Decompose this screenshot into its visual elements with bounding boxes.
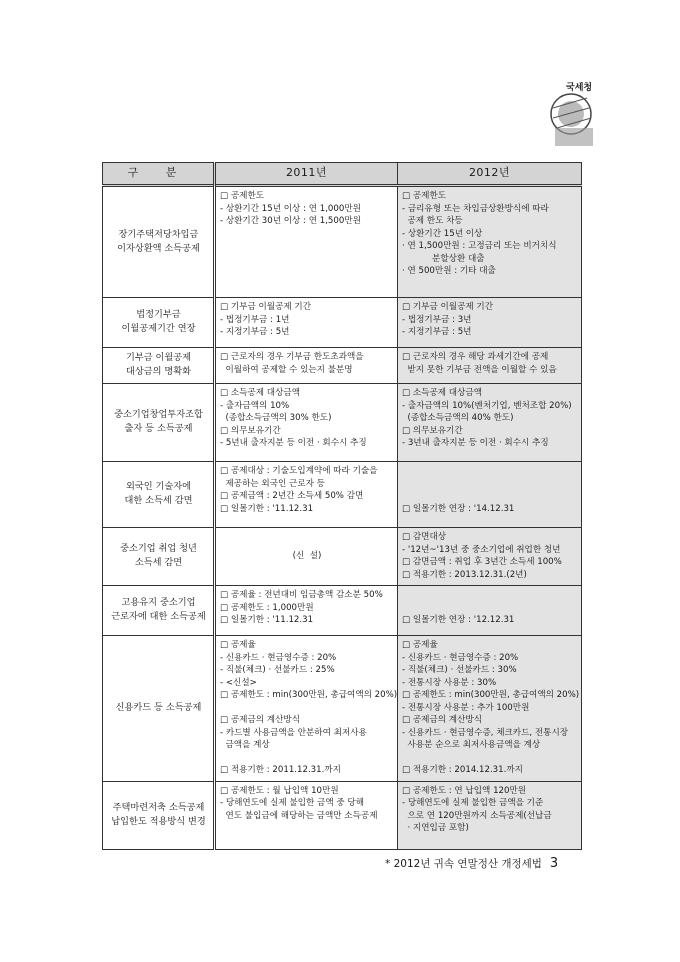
cell-2012-line: - 전통시장 사용분 : 추가 100만원 (402, 702, 530, 713)
cell-2012 (398, 636, 582, 782)
category-cell (103, 781, 215, 849)
table-row (103, 298, 582, 348)
cell-2011-line: 연도 불입금에 해당하는 금액만 소득공제 (220, 810, 378, 821)
cell-2011-line: □ 일몰기한 : '11.12.31 (220, 503, 314, 514)
cell-2011-line: - 상환기간 15년 이상 : 연 1,000만원 (220, 203, 361, 214)
cell-2012-line: - 상환기간 15년 이상 (402, 228, 483, 239)
category-cell (103, 384, 215, 462)
category-cell-line: 외국인 기술자에 (125, 481, 192, 492)
cell-2011-line: □ 공제금액 : 2년간 소득세 50% 감면 (220, 491, 364, 501)
cell-2012-line: □ 소득공제 대상금액 (402, 388, 482, 398)
category-cell (103, 636, 215, 782)
category-cell-line: 납입한도 적용방식 변경 (111, 815, 206, 827)
cell-2012 (398, 384, 582, 462)
cell-2012 (398, 586, 582, 636)
cell-2011 (215, 298, 398, 348)
category-cell-line: 대한 소득세 감면 (124, 495, 193, 506)
cell-2012 (398, 298, 582, 348)
cell-2012-line: □ 일몰기한 연장 : '14.12.31 (402, 503, 515, 514)
cell-2012-line: □ 일몰기한 연장 : '12.12.31 (402, 615, 515, 625)
cell-2012-line: 공제 한도 차등 (402, 216, 463, 226)
cell-2012-line: 사용분 순으로 최저사용금액을 계상 (402, 740, 541, 750)
page-footer (385, 856, 558, 871)
category-cell (103, 586, 215, 636)
cell-2012-line: - '12년~'13년 중 중소기업에 취업한 청년 (402, 544, 561, 555)
cell-2011-line: - <신설> (220, 677, 257, 688)
cell-2011-line: □ 공제율 : 전년대비 임금총액 감소분 50% (220, 590, 383, 600)
cell-2012-line: □ 감면금액 : 취업 후 3년간 소득세 100% (402, 557, 562, 567)
category-cell-line: 법정기부금 (136, 309, 181, 320)
cell-2011-line: - 법정기부금 : 1년 (220, 314, 290, 325)
page-number: 3 (549, 856, 559, 871)
cell-2011-line: □ 기부금 이월공제 기간 (220, 302, 312, 312)
category-cell-line: 소득세 감면 (134, 557, 183, 568)
header-2012: 2012년 (398, 163, 582, 186)
table-row (103, 636, 582, 782)
category-cell-line: 이자상환액 소득공제 (117, 242, 200, 254)
table-row (103, 781, 582, 849)
cell-2011-line: - 신용카드 · 현금영수증 : 20% (220, 652, 337, 663)
category-cell-line: 장기주택저당차입금 (118, 228, 199, 240)
cell-2011 (215, 384, 398, 462)
cell-2011-line: □ 공제한도 (220, 191, 265, 201)
table-row (103, 586, 582, 636)
cell-2012-line: □ 공제한도 : min(300만원, 총급여액의 20%) (402, 690, 580, 700)
table-row (103, 384, 582, 462)
cell-2011 (215, 528, 398, 586)
category-cell-line: 고용유지 중소기업 (121, 597, 196, 608)
table-row (103, 462, 582, 528)
cell-2012-line: (종합소득금액의 40% 한도) (402, 413, 514, 423)
table-header-row (103, 163, 582, 186)
cell-2011-line: □ 소득공제 대상금액 (220, 388, 300, 398)
category-cell (103, 186, 215, 298)
tax-change-table (102, 162, 582, 850)
cell-2011-line: - 5년내 출자지분 등 이전 · 회수시 추징 (220, 438, 367, 448)
category-cell-line: 근로자에 대한 소득공제 (111, 611, 206, 622)
cell-2011-line: - 카드별 사용금액을 안분하여 최저사용 (220, 727, 367, 738)
cell-2012-line: 분할상환 대출 (402, 253, 485, 264)
category-cell-line: 대상금의 명확화 (125, 366, 192, 377)
category-cell (103, 528, 215, 586)
category-cell-line: 주택마련저축 소득공제 (112, 801, 205, 813)
header-category: 구 분 (103, 163, 215, 186)
cell-2011-line: □ 일몰기한 : '11.12.31 (220, 615, 314, 625)
category-cell (103, 298, 215, 348)
cell-2012-line: - 지정기부금 : 5년 (402, 327, 472, 337)
category-cell-line: 기부금 이월공제 (125, 352, 192, 363)
cell-2011-line: □ 공제한도 : 월 납입액 10만원 (220, 785, 339, 796)
cell-2011-line: □ 공제대상 : 기술도입계약에 따라 기술을 (220, 466, 378, 476)
category-cell-line: 출자 등 소득공제 (124, 423, 193, 434)
cell-2011 (215, 781, 398, 849)
category-cell-line: 신용카드 등 소득공제 (115, 701, 202, 713)
cell-2012 (398, 348, 582, 384)
table-row (103, 186, 582, 298)
cell-2011 (215, 636, 398, 782)
cell-2012-line (402, 752, 578, 765)
cell-2011-line: 금액을 계상 (220, 740, 270, 750)
cell-2012-line: · 연 1,500만원 : 고정금리 또는 비거치식 (402, 241, 557, 251)
cell-2011-line: - 상환기간 30년 이상 : 연 1,500만원 (220, 216, 361, 226)
cell-2011-line: □ 의무보유기간 (220, 425, 281, 436)
cell-2011-line (220, 702, 394, 715)
cell-2011-line: □ 공제한도 : min(300만원, 총급여액의 20%) (220, 690, 398, 700)
cell-2011 (215, 348, 398, 384)
cell-2012 (398, 781, 582, 849)
cell-2011-line: □ 공제한도 : 1,000만원 (220, 602, 314, 613)
cell-2011-line: - 출자금액의 10% (220, 400, 290, 411)
cell-2012-line: □ 의무보유기간 (402, 425, 463, 436)
category-cell (103, 462, 215, 528)
cell-2012 (398, 186, 582, 298)
table-row (103, 348, 582, 384)
cell-2011 (215, 186, 398, 298)
cell-2011-line: (신 설) (292, 550, 322, 561)
cell-2012-line: □ 근로자의 경우 해당 과세기간에 공제 (402, 352, 549, 362)
cell-2012-line (402, 478, 578, 491)
cell-2012-line: - 전통시장 사용분 : 30% (402, 677, 497, 688)
cell-2012-line (402, 490, 578, 503)
table-row (103, 528, 582, 586)
category-cell-line: 이월공제기간 연장 (121, 323, 196, 334)
cell-2012-line: - 법정기부금 : 3년 (402, 314, 472, 325)
category-cell-line: 중소기업 취업 청년 (120, 543, 197, 554)
cell-2011-line: 이월하여 공제할 수 있는지 불분명 (220, 364, 353, 375)
cell-2011 (215, 462, 398, 528)
cell-2012-line: □ 공제한도 : 연 납입액 120만원 (402, 785, 527, 796)
cell-2011-line: □ 근로자의 경우 기부금 한도초과액을 (220, 352, 364, 362)
cell-2012-line: · 지연입금 포함) (402, 823, 469, 833)
cell-2012-line: - 출자금액의 10%(벤처기업, 벤처조합 20%) (402, 400, 572, 411)
cell-2012-line: - 3년내 출자지분 등 이전 · 회수시 추징 (402, 438, 549, 448)
cell-2011-line (220, 752, 394, 765)
cell-2012-line: □ 공제금의 계산방식 (402, 715, 482, 725)
cell-2012-line: - 신용카드 · 현금영수증, 체크카드, 전통시장 (402, 727, 569, 738)
cell-2012-line: - 직불(체크) · 선불카드 : 30% (402, 665, 517, 675)
cell-2012-line: □ 적용기한 : 2013.12.31.(2년) (402, 569, 527, 580)
cell-2012-line: - 신용카드 · 현금영수증 : 20% (402, 652, 519, 663)
cell-2012-line: - 금리유형 또는 차입금상환방식에 따라 (402, 203, 549, 214)
cell-2012-line: □ 공제율 (402, 640, 438, 650)
cell-2012-line: 으로 연 120만원까지 소득공제(선납금 (402, 810, 552, 821)
cell-2012-line (402, 602, 578, 615)
footer-text: * 2012년 귀속 연말정산 개정세법 (385, 858, 542, 870)
cell-2011-line: - 당해연도에 실제 불입한 금액 중 당해 (220, 798, 365, 808)
cell-2012-line: 받지 못한 기부금 전액을 이월할 수 있음 (402, 364, 557, 375)
cell-2011-line: □ 공제율 (220, 640, 256, 650)
cell-2012-line: □ 공제한도 (402, 191, 447, 201)
cell-2012 (398, 528, 582, 586)
cell-2012-line: · 연 500만원 : 기타 대출 (402, 266, 496, 276)
cell-2011-line: - 지정기부금 : 5년 (220, 327, 290, 337)
category-cell (103, 348, 215, 384)
cell-2012-line: □ 적용기한 : 2014.12.31.까지 (402, 765, 523, 775)
logo-label: 국세청 (566, 83, 593, 93)
cell-2012-line: - 당해연도에 실제 불입한 금액을 기준 (402, 798, 544, 808)
cell-2012-line: □ 감면대상 (402, 532, 447, 542)
cell-2011-line: □ 공제금의 계산방식 (220, 715, 300, 725)
cell-2012-line (402, 465, 578, 478)
cell-2012-line: □ 기부금 이월공제 기간 (402, 302, 494, 312)
cell-2011-line: - 직불(체크) · 선불카드 : 25% (220, 665, 335, 675)
header-2011: 2011년 (215, 163, 398, 186)
cell-2012 (398, 462, 582, 528)
cell-2011 (215, 586, 398, 636)
cell-2012-line (402, 589, 578, 602)
cell-2011-line: (종합소득금액의 30% 한도) (220, 413, 332, 423)
category-cell-line: 중소기업창업투자조합 (114, 409, 203, 420)
cell-2011-line: □ 적용기한 : 2011.12.31.까지 (220, 765, 341, 775)
cell-2011-line: 제공하는 외국인 근로자 등 (220, 478, 325, 489)
